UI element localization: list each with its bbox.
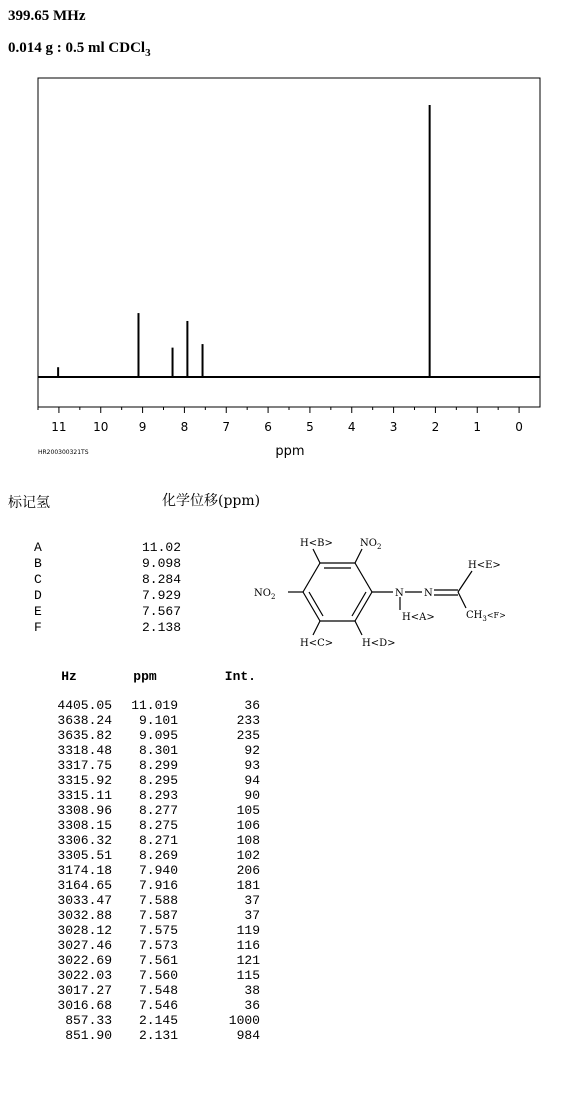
x-tick-label: 2 xyxy=(431,420,440,434)
peak-ppm-cell: 2.145 xyxy=(138,1013,178,1028)
hydrogen-label: B xyxy=(34,556,42,571)
chemical-shift: 11.02 xyxy=(142,540,182,555)
peak-int-cell: 121 xyxy=(236,953,260,968)
peak-int-cell: 36 xyxy=(244,998,260,1013)
peak-ppm-cell: 7.573 xyxy=(138,938,178,953)
peak-ppm-cell: 8.293 xyxy=(138,788,178,803)
peak-ppm-cell: 2.131 xyxy=(138,1028,178,1043)
peak-int-cell: 116 xyxy=(236,938,260,953)
table-row xyxy=(26,908,260,923)
nitro-group-left: $NO_2$ xyxy=(254,588,276,601)
spectrum-code: HR200300321TS xyxy=(38,449,89,456)
assignment-label-header: 标记氢 xyxy=(8,495,50,511)
peak-int-cell: 37 xyxy=(244,893,260,908)
table-row xyxy=(26,1028,260,1043)
peak-hz-cell: 3308.96 xyxy=(57,803,112,818)
table-row xyxy=(26,938,260,953)
peak-ppm-cell: 7.546 xyxy=(138,998,178,1013)
hydrogen-label: E xyxy=(34,604,42,619)
peak-hz-cell: 3308.15 xyxy=(57,818,112,833)
peak-ppm-cell: 9.095 xyxy=(138,728,178,743)
table-row xyxy=(26,848,260,863)
peak-int-cell: 119 xyxy=(236,923,260,938)
peak-ppm-cell: 8.295 xyxy=(138,773,178,788)
peak-int-cell: 37 xyxy=(244,908,260,923)
peak-hz-cell: 3033.47 xyxy=(57,893,112,908)
peak-hz-cell: 3027.46 xyxy=(57,938,112,953)
header-int: Int. xyxy=(224,668,256,684)
peak-ppm-cell: 7.916 xyxy=(138,878,178,893)
peak-int-cell: 92 xyxy=(244,743,260,758)
x-tick-label: 4 xyxy=(347,420,356,434)
peak-ppm-cell: 11.019 xyxy=(131,698,178,713)
header-ppm: ppm xyxy=(133,668,157,684)
peak-ppm-cell: 8.277 xyxy=(138,803,178,818)
peak-ppm-cell: 7.561 xyxy=(138,953,178,968)
peak-int-cell: 206 xyxy=(236,863,260,878)
hydrogen-b-label: H<B> xyxy=(300,538,333,549)
nitrogen-2-label: N xyxy=(424,588,433,599)
table-row xyxy=(26,968,260,983)
nitro-group-top: $NO_2$ xyxy=(360,538,382,551)
peak-ppm-cell: 8.269 xyxy=(138,848,178,863)
x-tick-label: 9 xyxy=(138,420,147,434)
peak-int-cell: 108 xyxy=(236,833,260,848)
hydrogen-c-label: H<C> xyxy=(300,638,334,649)
peak-int-cell: 106 xyxy=(236,818,260,833)
hydrogen-label: F xyxy=(34,620,42,635)
chemical-shift: 9.098 xyxy=(142,556,182,571)
table-row xyxy=(26,863,260,878)
x-tick-label: 5 xyxy=(306,420,314,434)
peak-int-cell: 1000 xyxy=(228,1013,260,1028)
peak-ppm-cell: 7.575 xyxy=(138,923,178,938)
peak-int-cell: 984 xyxy=(236,1028,260,1043)
peak-hz-cell: 3017.27 xyxy=(57,983,112,998)
x-tick-label: 3 xyxy=(389,420,398,434)
table-row xyxy=(26,818,260,833)
table-row xyxy=(26,983,260,998)
peak-hz-cell: 3174.18 xyxy=(57,863,112,878)
x-tick-label: 7 xyxy=(222,420,231,434)
chemical-shift: 7.929 xyxy=(142,588,182,603)
substituent-bonds xyxy=(288,549,472,635)
table-row xyxy=(26,788,260,803)
table-row xyxy=(26,878,260,893)
hydrogen-label: A xyxy=(34,540,42,555)
peak-ppm-cell: 7.940 xyxy=(138,863,178,878)
peak-ppm-cell: 8.271 xyxy=(138,833,178,848)
peak-ppm-cell: 8.275 xyxy=(138,818,178,833)
hydrogen-label: D xyxy=(34,588,42,603)
peak-int-cell: 233 xyxy=(236,713,260,728)
peak-int-cell: 36 xyxy=(244,698,260,713)
table-row xyxy=(26,713,260,728)
peak-hz-cell: 3306.32 xyxy=(57,833,112,848)
chemical-shift: 8.284 xyxy=(142,572,182,587)
peak-ppm-cell: 7.588 xyxy=(138,893,178,908)
peak-list-table xyxy=(26,668,260,1043)
x-tick-label: 6 xyxy=(264,420,272,434)
table-row xyxy=(26,998,260,1013)
nitrogen-1-label: N xyxy=(395,588,404,599)
header-hz: Hz xyxy=(61,668,77,684)
table-header-row xyxy=(26,668,260,684)
peak-int-cell: 102 xyxy=(236,848,260,863)
peak-hz-cell: 3635.82 xyxy=(57,728,112,743)
peak-list-body xyxy=(26,698,260,1043)
benzene-ring xyxy=(303,563,372,621)
peak-hz-cell: 3638.24 xyxy=(57,713,112,728)
peak-int-cell: 181 xyxy=(236,878,260,893)
hydrogen-a-label: H<A> xyxy=(402,612,435,623)
table-row xyxy=(26,803,260,818)
x-tick-label: 1 xyxy=(473,420,482,434)
table-row xyxy=(26,893,260,908)
chemical-shift: 2.138 xyxy=(142,620,182,635)
peak-int-cell: 90 xyxy=(244,788,260,803)
peak-hz-cell: 4405.05 xyxy=(57,698,112,713)
sample-subscript: 3 xyxy=(145,47,151,59)
hydrogen-e-label: H<E> xyxy=(468,560,501,571)
peak-ppm-cell: 8.299 xyxy=(138,758,178,773)
table-row xyxy=(26,773,260,788)
peak-hz-cell: 3022.03 xyxy=(57,968,112,983)
table-row xyxy=(26,923,260,938)
peak-hz-cell: 3028.12 xyxy=(57,923,112,938)
hydrogen-d-label: H<D> xyxy=(362,638,396,649)
table-row xyxy=(26,758,260,773)
x-axis-label: ppm xyxy=(275,444,305,459)
x-tick-label: 10 xyxy=(93,420,109,434)
x-tick-label: 8 xyxy=(180,420,189,434)
table-row xyxy=(26,728,260,743)
peak-int-cell: 235 xyxy=(236,728,260,743)
chemical-shift: 7.567 xyxy=(142,604,182,619)
peak-hz-cell: 3318.48 xyxy=(57,743,112,758)
peak-int-cell: 93 xyxy=(244,758,260,773)
peak-ppm-cell: 7.560 xyxy=(138,968,178,983)
table-row xyxy=(26,833,260,848)
peak-hz-cell: 857.33 xyxy=(65,1013,112,1028)
peak-ppm-cell: 7.548 xyxy=(138,983,178,998)
peak-int-cell: 115 xyxy=(236,968,260,983)
assignment-shift-header: 化学位移(ppm) xyxy=(162,493,261,509)
peak-hz-cell: 3315.92 xyxy=(57,773,112,788)
spectrometer-frequency: 399.65 MHz xyxy=(8,8,86,24)
peak-ppm-cell: 7.587 xyxy=(138,908,178,923)
peak-hz-cell: 3164.65 xyxy=(57,878,112,893)
table-row xyxy=(26,953,260,968)
peak-hz-cell: 3317.75 xyxy=(57,758,112,773)
methyl-group: $CH_3^{<F>}$ xyxy=(466,610,506,623)
peak-int-cell: 105 xyxy=(236,803,260,818)
peak-hz-cell: 3032.88 xyxy=(57,908,112,923)
peak-int-cell: 38 xyxy=(244,983,260,998)
peak-hz-cell: 3315.11 xyxy=(57,788,112,803)
peak-int-cell: 94 xyxy=(244,773,260,788)
sample-text: 0.014 g : 0.5 ml CDCl xyxy=(8,40,146,56)
peak-hz-cell: 3022.69 xyxy=(57,953,112,968)
x-tick-label: 0 xyxy=(515,420,523,434)
hydrogen-label: C xyxy=(34,572,42,587)
x-tick-label: 11 xyxy=(51,420,67,434)
peak-ppm-cell: 8.301 xyxy=(138,743,178,758)
peak-hz-cell: 851.90 xyxy=(65,1028,112,1043)
table-row xyxy=(26,698,260,713)
table-row xyxy=(26,1013,260,1028)
peak-ppm-cell: 9.101 xyxy=(138,713,178,728)
table-row xyxy=(26,743,260,758)
peak-hz-cell: 3305.51 xyxy=(57,848,112,863)
peak-hz-cell: 3016.68 xyxy=(57,998,112,1013)
